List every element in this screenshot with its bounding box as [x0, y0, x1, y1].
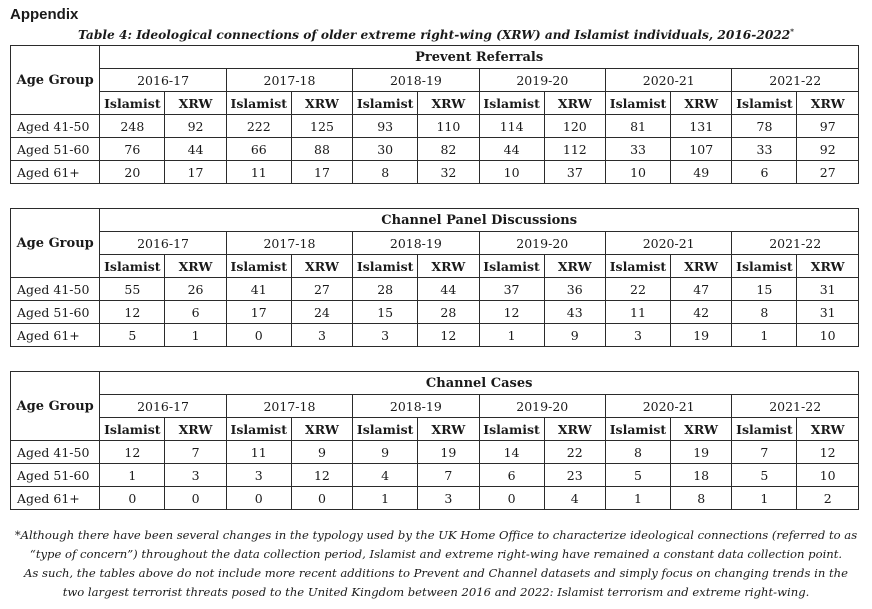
table-cell: 44	[165, 138, 226, 161]
row-label: Aged 51-60	[11, 138, 100, 161]
year-header: 2019-20	[479, 69, 605, 92]
table-cell: 7	[165, 441, 226, 464]
xrw-header: XRW	[797, 418, 859, 441]
row-label: Aged 41-50	[11, 115, 100, 138]
table-cell: 222	[226, 115, 291, 138]
channel-panel-discussions-table	[10, 208, 859, 347]
islamist-header: Islamist	[226, 255, 291, 278]
age-group-header: Age Group	[11, 209, 100, 278]
table-cell: 6	[479, 464, 544, 487]
table-cell: 0	[226, 487, 291, 510]
caption-footnote-mark: *	[790, 27, 794, 36]
islamist-header: Islamist	[353, 92, 418, 115]
table-cell: 248	[100, 115, 165, 138]
table-title: Prevent Referrals	[100, 46, 859, 69]
footnote	[10, 526, 862, 602]
year-header: 2017-18	[226, 69, 352, 92]
table-cell: 82	[418, 138, 479, 161]
table-cell: 12	[291, 464, 352, 487]
table-cell: 17	[226, 301, 291, 324]
table-cell: 12	[797, 441, 859, 464]
table-cell: 1	[479, 324, 544, 347]
table-cell: 1	[353, 487, 418, 510]
xrw-header: XRW	[418, 418, 479, 441]
year-header: 2017-18	[226, 232, 352, 255]
table-cell: 78	[732, 115, 797, 138]
islamist-header: Islamist	[732, 255, 797, 278]
xrw-header: XRW	[165, 418, 226, 441]
table-cell: 4	[353, 464, 418, 487]
table-row	[11, 464, 859, 487]
islamist-header: Islamist	[353, 418, 418, 441]
table-cell: 131	[671, 115, 732, 138]
table-cell: 33	[606, 138, 671, 161]
table-cell: 8	[732, 301, 797, 324]
table-cell: 28	[353, 278, 418, 301]
table-cell: 43	[544, 301, 605, 324]
table-cell: 9	[353, 441, 418, 464]
xrw-header: XRW	[544, 255, 605, 278]
table-cell: 19	[418, 441, 479, 464]
table-cell: 1	[732, 324, 797, 347]
table-row	[11, 324, 859, 347]
table-row	[11, 115, 859, 138]
table-cell: 92	[797, 138, 859, 161]
table-cell: 0	[100, 487, 165, 510]
xrw-header: XRW	[418, 92, 479, 115]
row-label: Aged 41-50	[11, 441, 100, 464]
islamist-header: Islamist	[605, 255, 670, 278]
year-header: 2019-20	[479, 395, 605, 418]
table-cell: 37	[544, 161, 605, 184]
table-cell: 10	[479, 161, 544, 184]
table-cell: 41	[226, 278, 291, 301]
islamist-header: Islamist	[100, 418, 165, 441]
xrw-header: XRW	[165, 255, 226, 278]
table-cell: 26	[165, 278, 226, 301]
table-cell: 3	[418, 487, 479, 510]
row-label: Aged 41-50	[11, 278, 100, 301]
islamist-header: Islamist	[479, 255, 544, 278]
table-cell: 6	[732, 161, 797, 184]
table-cell: 92	[165, 115, 226, 138]
table-cell: 81	[606, 115, 671, 138]
islamist-header: Islamist	[100, 92, 165, 115]
table-cell: 3	[226, 464, 291, 487]
row-label: Aged 61+	[11, 487, 100, 510]
islamist-header: Islamist	[226, 418, 291, 441]
table-cell: 19	[670, 441, 731, 464]
table-cell: 110	[418, 115, 479, 138]
year-header: 2016-17	[100, 232, 226, 255]
islamist-header: Islamist	[479, 92, 544, 115]
table-cell: 12	[418, 324, 479, 347]
age-group-header: Age Group	[11, 372, 100, 441]
table-caption	[0, 27, 872, 42]
table-cell: 22	[544, 441, 605, 464]
table-cell: 9	[291, 441, 352, 464]
table-cell: 107	[671, 138, 732, 161]
table-cell: 1	[732, 487, 797, 510]
table-cell: 14	[479, 441, 544, 464]
table-cell: 10	[797, 464, 859, 487]
row-label: Aged 51-60	[11, 301, 100, 324]
table-cell: 0	[226, 324, 291, 347]
table-cell: 114	[479, 115, 544, 138]
table-cell: 47	[670, 278, 731, 301]
table-cell: 93	[353, 115, 418, 138]
appendix-heading: Appendix	[10, 6, 79, 23]
table-cell: 12	[100, 301, 165, 324]
table-cell: 120	[544, 115, 605, 138]
table-cell: 3	[605, 324, 670, 347]
table-cell: 0	[291, 487, 352, 510]
table-cell: 18	[670, 464, 731, 487]
xrw-header: XRW	[671, 92, 732, 115]
footnote-line: *Although there have been several changes in the typology used by the UK Home Office to characterize ideological connections (referred to as	[14, 528, 858, 542]
year-header: 2019-20	[479, 232, 605, 255]
table-cell: 11	[605, 301, 670, 324]
table-cell: 8	[605, 441, 670, 464]
table-cell: 31	[797, 301, 859, 324]
table-cell: 44	[418, 278, 479, 301]
xrw-header: XRW	[291, 418, 352, 441]
year-header: 2018-19	[353, 395, 479, 418]
xrw-header: XRW	[165, 92, 226, 115]
xrw-header: XRW	[291, 92, 352, 115]
table-cell: 30	[353, 138, 418, 161]
table-cell: 1	[605, 487, 670, 510]
table-cell: 1	[165, 324, 226, 347]
table-cell: 32	[418, 161, 479, 184]
year-header: 2016-17	[100, 395, 226, 418]
table-cell: 17	[291, 161, 352, 184]
table-cell: 12	[479, 301, 544, 324]
table-cell: 10	[797, 324, 859, 347]
table-cell: 97	[797, 115, 859, 138]
table-title: Channel Cases	[100, 372, 859, 395]
table-cell: 15	[353, 301, 418, 324]
footnote-line: As such, the tables above do not include more recent additions to Prevent and Channel datasets and simply focus on changing trends in the	[24, 566, 848, 580]
table-row	[11, 301, 859, 324]
xrw-header: XRW	[797, 255, 859, 278]
table-cell: 33	[732, 138, 797, 161]
table-cell: 49	[671, 161, 732, 184]
table-cell: 37	[479, 278, 544, 301]
table-cell: 9	[544, 324, 605, 347]
table-cell: 8	[353, 161, 418, 184]
year-header: 2020-21	[606, 69, 732, 92]
xrw-header: XRW	[797, 92, 859, 115]
table-cell: 11	[226, 161, 291, 184]
table-cell: 11	[226, 441, 291, 464]
row-label: Aged 61+	[11, 161, 100, 184]
table-row	[11, 487, 859, 510]
xrw-header: XRW	[291, 255, 352, 278]
islamist-header: Islamist	[226, 92, 291, 115]
year-header: 2017-18	[226, 395, 352, 418]
year-header: 2018-19	[353, 69, 479, 92]
year-header: 2016-17	[100, 69, 226, 92]
row-label: Aged 51-60	[11, 464, 100, 487]
table-cell: 22	[605, 278, 670, 301]
islamist-header: Islamist	[479, 418, 544, 441]
table-cell: 44	[479, 138, 544, 161]
table-cell: 55	[100, 278, 165, 301]
table-cell: 15	[732, 278, 797, 301]
table-cell: 10	[606, 161, 671, 184]
table-cell: 3	[353, 324, 418, 347]
table-cell: 24	[291, 301, 352, 324]
channel-cases-table	[10, 371, 859, 510]
footnote-line: “type of concern”) throughout the data collection period, Islamist and extreme right-wing have remained a constant data collection point.	[29, 547, 843, 561]
footnote-line: two largest terrorist threats posed to the United Kingdom between 2016 and 2022: Islamist terrorism and extreme right-wing.	[62, 585, 810, 599]
table-cell: 3	[291, 324, 352, 347]
table-cell: 4	[544, 487, 605, 510]
xrw-header: XRW	[670, 418, 731, 441]
prevent-referrals-table	[10, 45, 859, 184]
table-cell: 27	[797, 161, 859, 184]
table-cell: 23	[544, 464, 605, 487]
table-cell: 125	[291, 115, 352, 138]
table-row	[11, 278, 859, 301]
islamist-header: Islamist	[605, 418, 670, 441]
year-header: 2020-21	[605, 395, 731, 418]
table-cell: 31	[797, 278, 859, 301]
xrw-header: XRW	[544, 92, 605, 115]
table-cell: 6	[165, 301, 226, 324]
table-cell: 1	[100, 464, 165, 487]
table-cell: 42	[670, 301, 731, 324]
table-cell: 27	[291, 278, 352, 301]
table-cell: 7	[418, 464, 479, 487]
row-label: Aged 61+	[11, 324, 100, 347]
table-cell: 7	[732, 441, 797, 464]
table-cell: 5	[732, 464, 797, 487]
table-cell: 5	[100, 324, 165, 347]
table-cell: 88	[291, 138, 352, 161]
islamist-header: Islamist	[732, 418, 797, 441]
table-row	[11, 441, 859, 464]
xrw-header: XRW	[670, 255, 731, 278]
age-group-header: Age Group	[11, 46, 100, 115]
xrw-header: XRW	[418, 255, 479, 278]
table-cell: 8	[670, 487, 731, 510]
year-header: 2018-19	[353, 232, 479, 255]
islamist-header: Islamist	[353, 255, 418, 278]
table-cell: 0	[479, 487, 544, 510]
caption-text: Table 4: Ideological connections of older extreme right-wing (XRW) and Islamist individuals, 2016-2022	[78, 28, 791, 43]
table-cell: 76	[100, 138, 165, 161]
table-cell: 36	[544, 278, 605, 301]
year-header: 2020-21	[605, 232, 731, 255]
table-cell: 0	[165, 487, 226, 510]
table-cell: 20	[100, 161, 165, 184]
table-title: Channel Panel Discussions	[100, 209, 859, 232]
table-cell: 112	[544, 138, 605, 161]
islamist-header: Islamist	[100, 255, 165, 278]
islamist-header: Islamist	[732, 92, 797, 115]
table-cell: 12	[100, 441, 165, 464]
table-cell: 3	[165, 464, 226, 487]
year-header: 2021-22	[732, 69, 859, 92]
year-header: 2021-22	[732, 395, 859, 418]
table-cell: 17	[165, 161, 226, 184]
table-cell: 28	[418, 301, 479, 324]
year-header: 2021-22	[732, 232, 859, 255]
table-cell: 19	[670, 324, 731, 347]
xrw-header: XRW	[544, 418, 605, 441]
table-row	[11, 138, 859, 161]
table-cell: 5	[605, 464, 670, 487]
table-cell: 66	[226, 138, 291, 161]
islamist-header: Islamist	[606, 92, 671, 115]
table-row	[11, 161, 859, 184]
table-cell: 2	[797, 487, 859, 510]
